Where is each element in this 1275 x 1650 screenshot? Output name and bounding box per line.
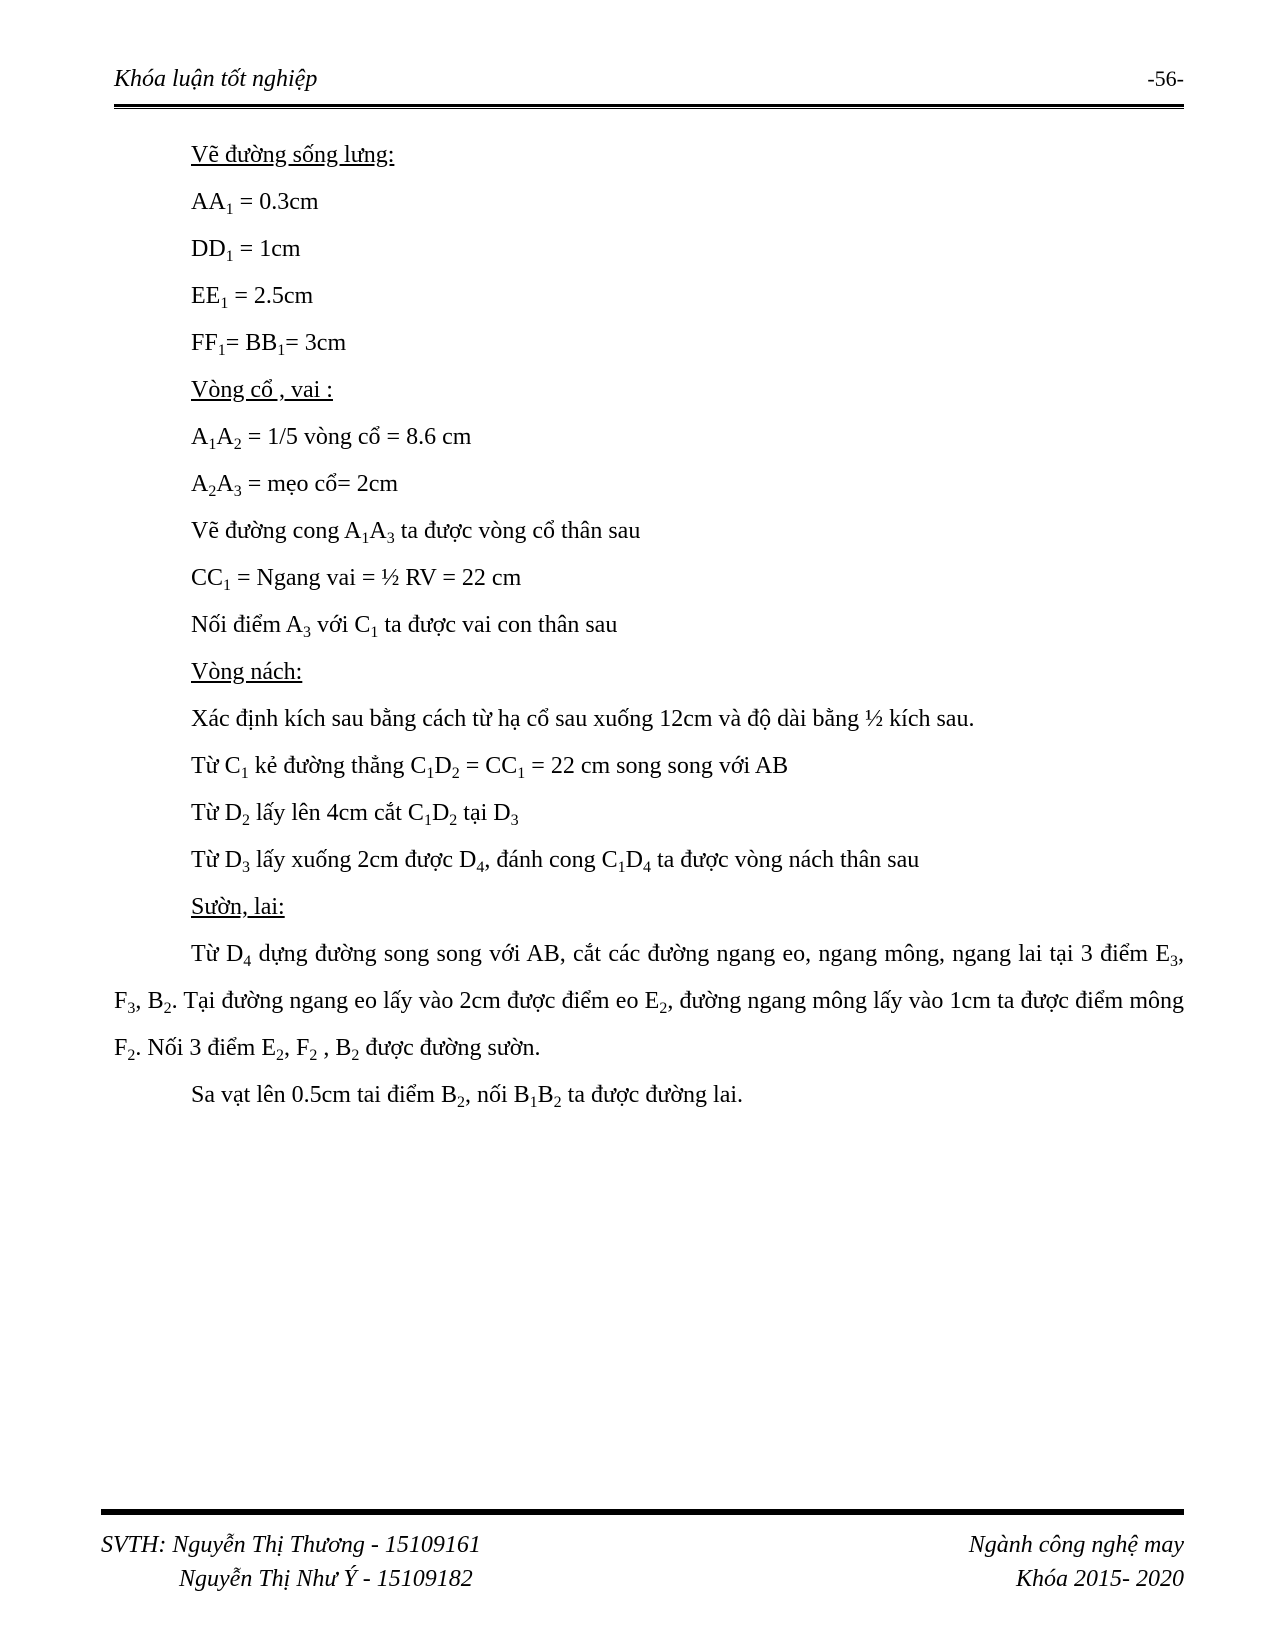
text-line-aa1: $AA_1 = 0.3cm$ — [191, 189, 319, 218]
footer-author-2: Nguyễn Thị Như Ý - 15109182 — [179, 1566, 473, 1592]
text-line-dd1: $DD_1 = 1cm$ — [191, 236, 301, 265]
footer-major: Ngành công nghệ may — [968, 1532, 1184, 1558]
document-title: Khóa luận tốt nghiệp — [114, 66, 318, 92]
paragraph-hem: Sa vạt lên 0.5cm tai điểm $B_2$, nối $B_1B_2$ ta được đường lai. — [191, 1082, 744, 1111]
text-line-cc1: $CC_1$ = Ngang vai = ½ RV = 22 cm — [191, 565, 522, 594]
page-number: -56- — [1147, 66, 1184, 91]
section-heading-armhole: Vòng nách: — [191, 659, 303, 685]
document-body — [114, 132, 1184, 1119]
footer-program — [969, 1528, 1184, 1596]
header-rule — [114, 104, 1184, 109]
text-line-ee1: $EE_1 = 2.5cm$ — [191, 283, 314, 312]
text-line-shoulder-join: Nối điểm $A_3$ với $C_1$ ta được vai con thân sau — [191, 612, 618, 641]
text-line-armhole-2: Từ $C_1$ kẻ đường thẳng $C_1D_2 = CC_1 = 22$ cm song song với AB — [191, 753, 789, 782]
text-line-armhole-1: Xác định kích sau bằng cách từ hạ cổ sau xuống 12cm và độ dài bằng ½ kích sau. — [191, 706, 975, 732]
footer-authors — [101, 1528, 481, 1596]
text-line-neck-curve: Vẽ đường cong $A_1A_3$ ta được vòng cổ thân sau — [191, 518, 641, 547]
section-heading-neck: Vòng cổ , vai : — [191, 377, 333, 403]
footer-course: Khóa 2015- 2020 — [1016, 1566, 1184, 1592]
text-line-a1a2: $A_1A_2 = 1/5$ vòng cổ = 8.6 cm — [191, 424, 472, 453]
text-line-a2a3: $A_2A_3$ = mẹo cổ= 2cm — [191, 471, 399, 500]
paragraph-side-seam: Từ $D_4$ dựng đường song song với AB, cắt các đường ngang eo, ngang mông, ngang lai tại 3 điểm $E_3$, $F_3$, $B_2$. Tại đường ngang eo lấy vào 2cm được điểm eo $E_2$, đường ngang mông lấy vào 1cm ta được điểm mông $F_2$. Nối 3 điểm $E_2$, $F_2$ , $B_2$ được đường sườn. — [114, 941, 1185, 1064]
section-heading-spine: Vẽ đường sống lưng: — [191, 142, 395, 168]
footer-author-1: SVTH: Nguyễn Thị Thương - 15109161 — [101, 1532, 481, 1558]
text-line-armhole-4: Từ $D_3$ lấy xuống 2cm được $D_4$, đánh cong $C_1D_4$ ta được vòng nách thân sau — [191, 847, 920, 876]
text-line-armhole-3: Từ $D_2$ lấy lên 4cm cắt $C_1D_2$ tại $D_3$ — [191, 800, 519, 829]
section-heading-side: Sườn, lai: — [191, 894, 285, 920]
text-line-ff1: $FF_1= BB_1= 3cm$ — [191, 330, 347, 359]
footer-rule — [101, 1509, 1184, 1515]
